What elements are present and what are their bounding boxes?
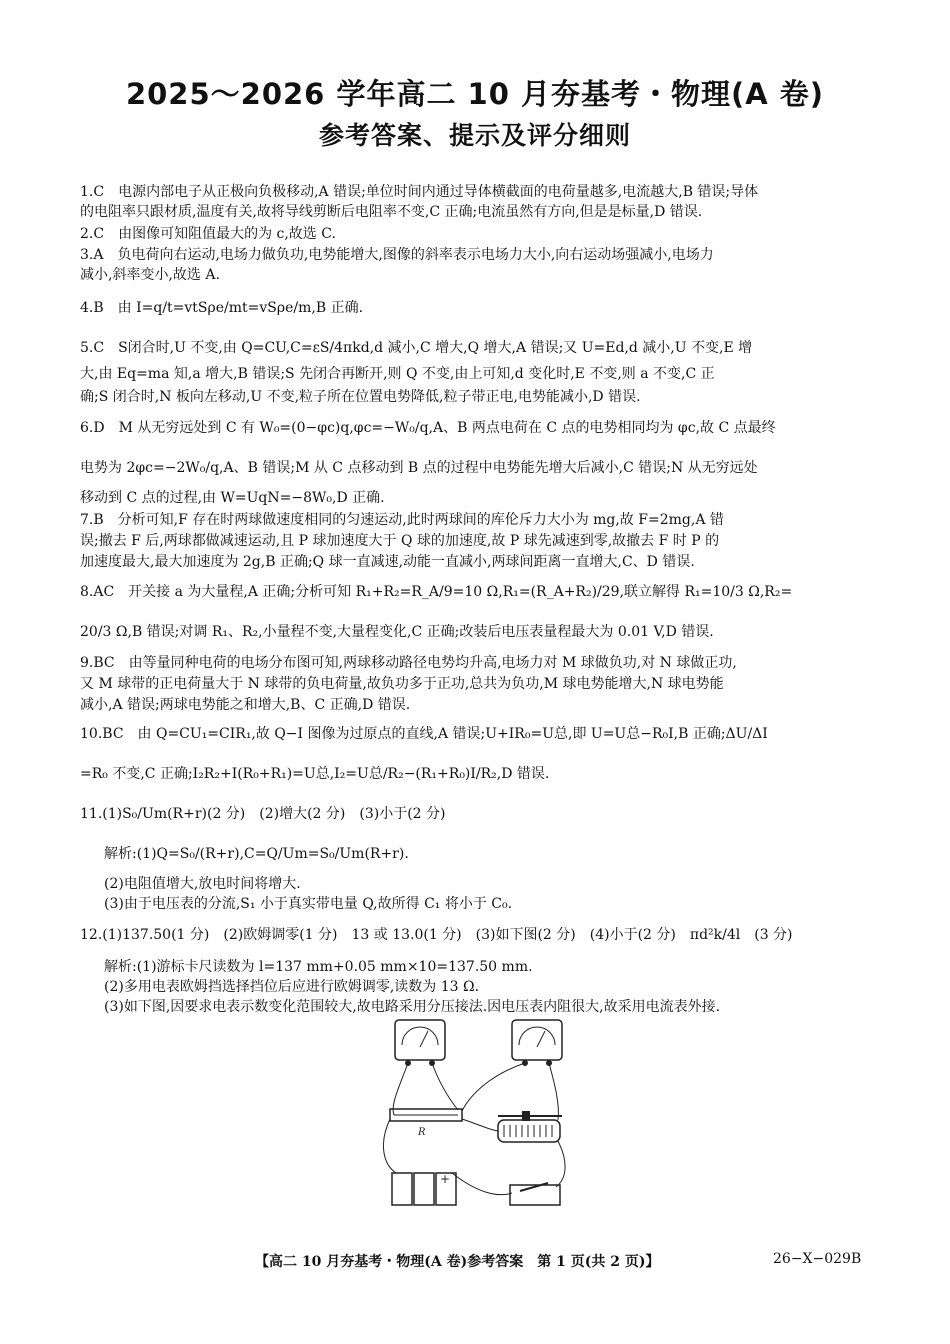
answer-line: 4.B 由 I=q/t=vtSρe/mt=vSρe/m,B 正确. [80, 300, 364, 316]
answer-line: 7.B 分析可知,F 存在时两球做速度相同的匀速运动,此时两球间的库伦斥力大小为 mg,故 F=2mg,A 错 [80, 512, 724, 528]
solution-line: (3)如下图,因要求电表示数变化范围较大,故电路采用分压接法.因电压表内阻很大,故采用电流表外接. [104, 999, 721, 1015]
solution-11 [104, 844, 874, 914]
answer-line: 1.C 电源内部电子从正极向负极移动,A 错误;单位时间内通过导体横截面的电荷量越多,电流越大,B 错误;导体 [80, 184, 759, 200]
answer-line: =R₀ 不变,C 正确;I₂R₂+I(R₀+R₁)=U总,I₂=U总/R₂−(R₁+R₀)I/R₂,D 错误. [80, 766, 550, 782]
answer-5 [80, 338, 875, 407]
page-subtitle: 参考答案、提示及评分细则 [318, 121, 631, 150]
document-code: 26−X−029B [773, 1251, 862, 1267]
answer-line: 大,由 Eq=ma 知,a 增大,B 错误;S 先闭合再断开,则 Q 不变,由上可知,d 变化时,E 不变,则 a 不变,C 正 [80, 366, 715, 382]
answer-9 [80, 653, 875, 715]
answer-line: 又 M 球带的正电荷量大于 N 球带的负电荷量,故负功多于正功,总共为负功,M 球电势能增大,N 球电势能 [80, 676, 724, 692]
footer-text: 【高二 10 月夯基考・物理(A 卷)参考答案 第 1 页(共 2 页)】 [255, 1254, 660, 1270]
answer-line: 确;S 闭合时,N 板向左移动,U 不变,粒子所在位置电势降低,粒子带正电,电势能减小,D 错误. [80, 389, 641, 405]
answer-line: 3.A 负电荷向右运动,电场力做负功,电势能增大,图像的斜率表示电场力大小,向右运动场强减小,电场力 [80, 247, 714, 263]
solution-line: (2)电阻值增大,放电时间将增大. [104, 876, 301, 892]
answer-3 [80, 245, 875, 285]
answer-11 [80, 804, 875, 824]
solution-line: 解析:(1)游标卡尺读数为 l=137 mm+0.05 mm×10=137.50 mm. [104, 959, 533, 975]
answer-2 [80, 224, 875, 244]
answer-8 [80, 582, 875, 642]
answer-line: 12.(1)137.50(1 分) (2)欧姆调零(1 分) 13 或 13.0(1 分) (3)如下图(2 分) (4)小于(2 分) πd²k/4l (3 分) [80, 927, 793, 943]
answer-line: 6.D M 从无穷远处到 C 有 W₀=(0−φc)q,φc=−W₀/q,A、B 两点电荷在 C 点的电势相同均为 φc,故 C 点最终 [80, 420, 776, 436]
answer-line: 电势为 2φc=−2W₀/q,A、B 错误;M 从 C 点移动到 B 点的过程中电势能先增大后减小,C 错误;N 从无穷远处 [80, 460, 758, 476]
answer-line: 11.(1)S₀/Um(R+r)(2 分) (2)增大(2 分) (3)小于(2 分) [80, 806, 446, 822]
answer-line: 误;撤去 F 后,两球都做减速运动,且 P 球加速度大于 Q 球的加速度,故 P 球先减速到零,故撤去 F 时 P 的 [80, 533, 720, 549]
battery-plus-label: + [440, 1172, 451, 1186]
answer-10 [80, 724, 875, 784]
answer-line: 的电阻率只跟材质,温度有关,故将导线剪断后电阻率不变,C 正确;电流虽然有方向,但是是标量,D 错误. [80, 204, 703, 220]
answer-4 [80, 298, 875, 318]
answer-line: 8.AC 开关接 a 为大量程,A 正确;分析可知 R₁+R₂=R_A/9=10 Ω,R₁=(R_A+R₂)/29,联立解得 R₁=10/3 Ω,R₂= [80, 584, 793, 600]
voltmeter-icon [512, 1020, 562, 1066]
solution-12 [104, 957, 874, 1017]
resistor-label: R [418, 1127, 426, 1138]
page-title: 2025～2026 学年高二 10 月夯基考・物理(A 卷) [125, 77, 825, 111]
answer-12 [80, 925, 875, 945]
answer-6 [80, 418, 875, 508]
solution-line: 解析:(1)Q=S₀/(R+r),C=Q/Um=S₀/Um(R+r). [104, 846, 409, 862]
ammeter-icon [395, 1020, 445, 1066]
answer-1 [80, 182, 875, 222]
circuit-diagram [380, 1015, 580, 1240]
answer-line: 9.BC 由等量同种电荷的电场分布图可知,两球移动路径电势均升高,电场力对 M 球做负功,对 N 球做正功, [80, 655, 737, 671]
rheostat-icon [498, 1111, 562, 1142]
answer-line: 减小,A 错误;两球电势能之和增大,B、C 正确,D 错误. [80, 697, 411, 713]
solution-line: (3)由于电压表的分流,S₁ 小于真实带电量 Q,故所得 C₁ 将小于 C₀. [104, 896, 513, 912]
solution-line: (2)多用电表欧姆挡选择挡位后应进行欧姆调零,读数为 13 Ω. [104, 979, 480, 995]
switch-icon [510, 1183, 560, 1205]
resistor-icon [390, 1109, 462, 1121]
answer-line: 10.BC 由 Q=CU₁=CIR₁,故 Q−I 图像为过原点的直线,A 错误;U+IR₀=U总,即 U=U总−R₀I,B 正确;ΔU/ΔI [80, 726, 768, 742]
answer-line: 20/3 Ω,B 错误;对调 R₁、R₂,小量程不变,大量程变化,C 正确;改装后电压表量程最大为 0.01 V,D 错误. [80, 624, 714, 640]
answer-line: 加速度最大,最大加速度为 2g,B 正确;Q 球一直减速,动能一直减小,两球间距离一直增大,C、D 错误. [80, 554, 695, 570]
answer-line: 减小,斜率变小,故选 A. [80, 267, 220, 283]
answer-line: 移动到 C 点的过程,由 W=UqN=−8W₀,D 正确. [80, 490, 385, 506]
answer-line: 5.C S闭合时,U 不变,由 Q=CU,C=εS/4πkd,d 减小,C 增大,Q 增大,A 错误;又 U=Ed,d 减小,U 不变,E 增 [80, 340, 753, 356]
answer-7 [80, 510, 875, 572]
answer-line: 2.C 由图像可知阻值最大的为 c,故选 C. [80, 226, 336, 242]
